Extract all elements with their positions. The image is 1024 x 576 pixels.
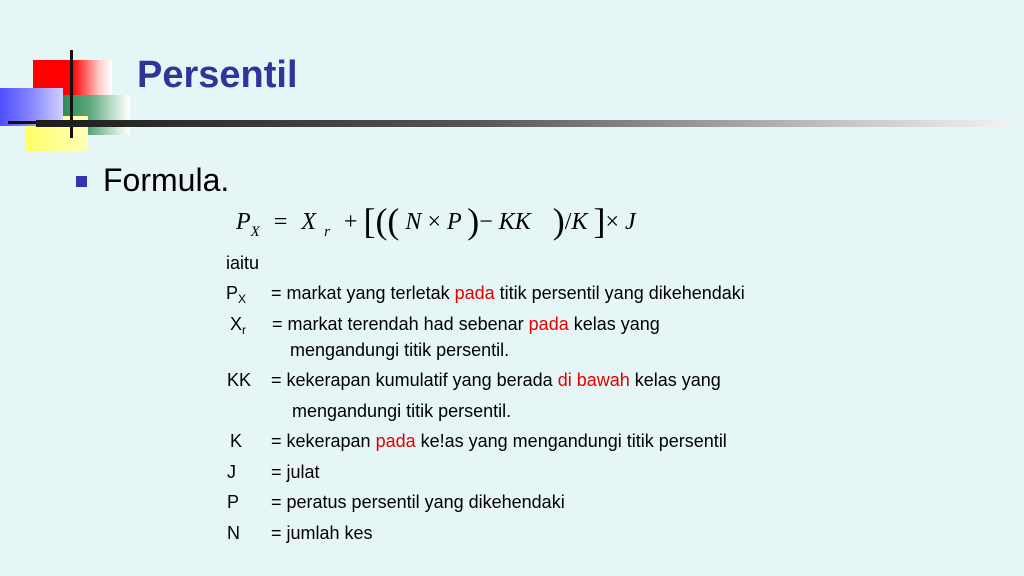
formula-div: / [564,209,572,235]
formula-plus: + [343,209,358,235]
definition-xr-line2: mengandungi titik persentil. [290,340,510,360]
definition-text: = markat terendah had sebenar pada kelas yang [272,314,660,334]
formula-close-2: ) [552,201,565,241]
formula-lhs: P [236,209,251,235]
percentile-formula [236,203,636,250]
formula-j: J [625,209,636,235]
definition-text: = markat yang terletak pada titik persentil yang dikehendaki [271,283,745,303]
definition-text: = jumlah kes [271,523,373,543]
iaitu-label: iaitu [226,253,260,273]
formula-lhs-sub: X [250,224,260,240]
title-rule [36,120,1010,127]
bullet-marker [76,176,87,187]
page-title: Persentil [137,54,298,96]
definition-symbol: $P_X$ [226,283,247,306]
definition-text: = kekerapan kumulatif yang berada di bawah kelas yang [271,370,721,390]
definition-kk-line2: mengandungi titik persentil. [292,401,512,421]
definition-symbol: J [227,462,236,482]
definition-symbol: K [230,431,243,451]
formula-times-1: × [427,209,441,235]
formula-kk: KK [498,209,531,235]
formula-close-1: ) [467,201,480,241]
definition-symbol: P [227,492,240,512]
formula-n: N [405,209,422,235]
definition-text: = peratus persentil yang dikehendaki [271,492,565,512]
formula-p: P [446,209,462,235]
formula-eq: = [273,209,288,235]
formula-x: X [301,209,317,235]
formula-minus: − [479,209,493,235]
definition-text: = julat [271,462,320,482]
formula-close-3: ] [593,201,606,241]
formula-x-sub: r [324,224,330,240]
formula-k: K [571,209,588,235]
definition-symbol: $X_r$ [230,314,247,337]
definition-text: = kekerapan pada ke!as yang mengandungi titik persentil [271,431,727,451]
definition-symbol: N [227,523,240,543]
formula-times-2: × [605,209,620,235]
definition-symbol: KK [227,370,252,390]
decorative-squares [0,0,140,160]
bullet-text: Formula. [103,162,230,198]
formula-open-brackets: [(( [363,201,400,241]
